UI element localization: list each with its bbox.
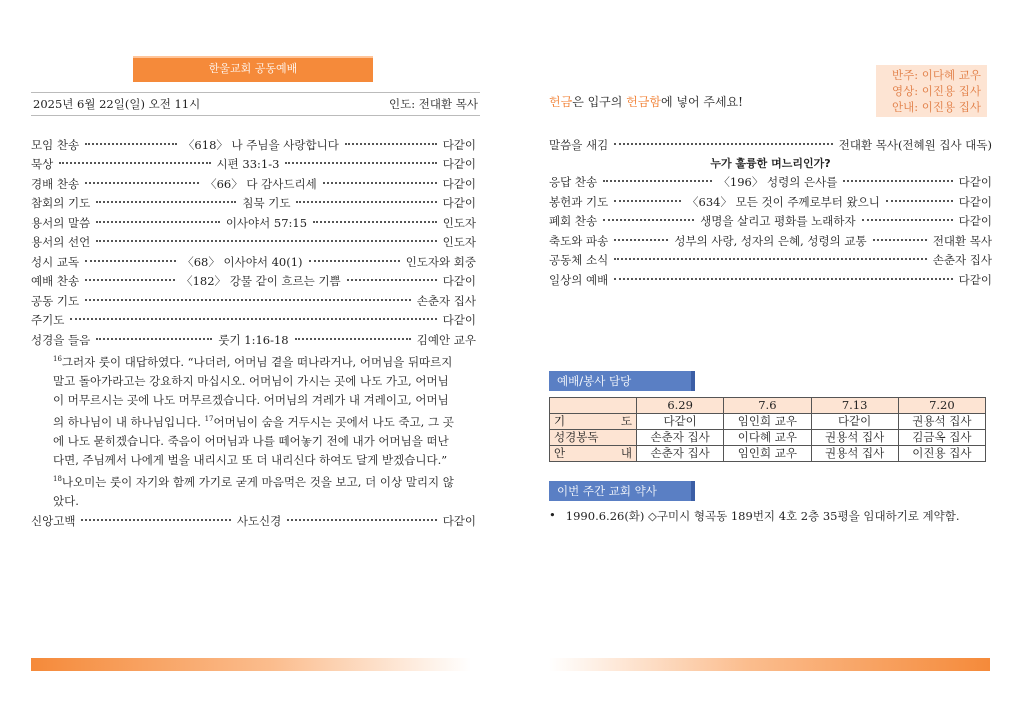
worship-item: 참회의 기도 침묵 기도 다같이 <box>31 196 476 211</box>
worship-item: 묵상 시편 33:1-3 다같이 <box>31 157 477 172</box>
bulletin-title: 한울교회 공동예배 <box>133 56 373 82</box>
duty-cell: 김금옥 집사 <box>898 430 985 446</box>
worship-item-creed: 신앙고백 사도신경 다같이 <box>31 514 477 529</box>
worship-item: 성시 교독 〈68〉 이사야서 40(1) 인도자와 회중 <box>31 254 476 269</box>
offering-notice: 헌금은 입구의 헌금함에 넣어 주세요! <box>549 95 743 109</box>
worship-item: 공동체 소식 손춘자 집사 <box>549 253 992 268</box>
duty-cell: 권용석 집사 <box>898 414 985 430</box>
duty-cell: 권용석 집사 <box>811 446 898 462</box>
history-section-title: 이번 주간 교회 약사 <box>549 481 695 501</box>
worship-item: 모임 찬송 〈618〉 나 주님을 사랑합니다 다같이 <box>31 137 477 152</box>
worship-item: 주기도 다같이 <box>31 313 476 328</box>
duty-date-header: 7.13 <box>811 398 898 414</box>
worship-item: 예배 찬송 〈182〉 강물 같이 흐르는 기쁨 다같이 <box>31 274 477 289</box>
worship-item: 폐회 찬송 생명을 살리고 평화를 노래하자 다같이 <box>549 214 992 229</box>
order-of-worship-left <box>31 135 476 531</box>
service-date: 2025년 6월 22일(일) 오전 11시 <box>33 97 201 111</box>
verse-number: 16 <box>53 354 62 363</box>
worship-item: 용서의 말씀 이사야서 57:15 인도자 <box>31 215 477 230</box>
order-of-worship-right <box>549 135 992 290</box>
worship-item: 경배 찬송 〈66〉 다 감사드리세 다같이 <box>31 176 476 191</box>
duty-cell: 권용석 집사 <box>811 430 898 446</box>
duty-role: 기 도 <box>550 414 637 430</box>
duty-cell: 임인희 교우 <box>724 414 811 430</box>
worship-item: 일상의 예배 다같이 <box>549 272 992 287</box>
duty-date-header: 7.20 <box>898 398 985 414</box>
duty-date-header: 7.6 <box>724 398 811 414</box>
duty-cell: 이다혜 교우 <box>724 430 811 446</box>
history-section <box>549 481 695 501</box>
duty-cell: 이진용 집사 <box>898 446 985 462</box>
duty-role: 성경봉독 <box>550 430 637 446</box>
bullet: • <box>549 508 556 522</box>
duty-row <box>550 446 986 462</box>
verse-number: 17 <box>204 414 214 423</box>
verse-number: 18 <box>53 475 62 484</box>
footer-bar-left <box>31 658 471 671</box>
duty-cell: 임인희 교우 <box>724 446 811 462</box>
duty-section-title: 예배/봉사 담당 <box>549 371 695 391</box>
duty-role: 안 내 <box>550 446 637 462</box>
service-leader: 인도: 전대환 목사 <box>389 97 478 111</box>
duty-table-wrap <box>549 397 986 462</box>
history-item: • 1990.6.26(화) ◇구미시 형곡동 189번지 4호 2층 35평을 임대하기로 계약함. <box>549 508 960 523</box>
scripture-text: $^{16}$그러자 룻이 대답하였다. “나더러, 어머님 곁을 떠나라거나, 어머님을 뒤따르지 말고 돌아가라고는 강요하지 마십시오. 어머님이 가시는 곳에 나도 가고, 어머님이 머무르시는 곳에 나도 머무르겠습니다. 어머님의 겨레가 내 겨레이고, 어머님의 하나님이 내 하나님입니다. $^{17}$어머님이 숨을 거두시는 곳에서 나도 죽고, 그 곳에 나도 묻히겠습니다. 죽음이 어머님과 나를 떼어놓기 전에 내가 어머님을 떠난다면, 주님께서 나에게 벌을 내리시고 또 더 내리신다 하여도 달게 받겠습니다.” $^{18}$나오미는 룻이 자기와 함께 가기로 굳게 마음먹은 것을 보고, 더 이상 말리지 않았다. <box>53 354 454 509</box>
worship-item-sermon: 말씀을 새김 전대환 목사(전혜원 집사 대독) <box>549 137 992 152</box>
worship-item: 성경을 들음 룻기 1:16-18 김예안 교우 <box>31 332 476 347</box>
sermon-title: 누가 훌륭한 며느리인가? <box>710 156 831 170</box>
worship-item: 봉헌과 기도 〈634〉 모든 것이 주께로부터 왔으니 다같이 <box>549 194 993 209</box>
duty-row <box>550 430 986 446</box>
duty-cell: 다같이 <box>811 414 898 430</box>
duty-table <box>549 397 986 462</box>
service-info <box>31 92 480 116</box>
duty-row <box>550 414 986 430</box>
duty-cell: 손춘자 집사 <box>637 430 724 446</box>
duty-section <box>549 371 695 391</box>
footer-bar-right <box>549 658 990 671</box>
duty-cell: 손춘자 집사 <box>637 446 724 462</box>
service-staff-box: 반주: 이다혜 교우 영상: 이진용 집사 안내: 이진용 집사 <box>876 65 987 117</box>
worship-item: 응답 찬송 〈196〉 성령의 은사를 다같이 <box>549 175 992 190</box>
duty-date-header: 6.29 <box>637 398 724 414</box>
worship-item: 축도와 파송 성부의 사랑, 성자의 은혜, 성령의 교통 전대환 목사 <box>549 233 993 248</box>
worship-item: 공동 기도 손춘자 집사 <box>31 293 476 308</box>
worship-item: 용서의 선언 인도자 <box>31 235 476 250</box>
duty-cell: 다같이 <box>637 414 724 430</box>
